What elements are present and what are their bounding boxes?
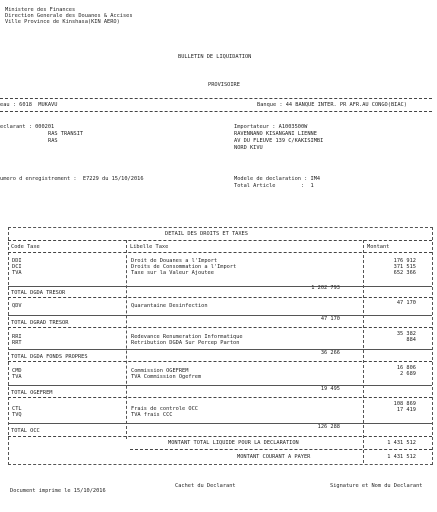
declarant-name: RAS TRANSIT <box>48 131 84 137</box>
separator <box>8 385 432 386</box>
tax-labels: Commission OGEFREM TVA Commission Ogefrem <box>131 368 202 380</box>
group-total-value: 47 170 <box>320 316 340 322</box>
importateur-address: AV DU FLEUVE 139 C/KAKISIMBI <box>234 138 324 144</box>
separator <box>8 349 432 350</box>
separator <box>8 240 432 241</box>
group-total-value: 126 288 <box>317 424 340 430</box>
tax-codes: QDV <box>12 303 22 309</box>
enregistrement-field: umero d enregistrement : E7229 du 15/10/2016 <box>0 176 144 182</box>
direction-line: Direction Generale des Douanes & Accises <box>5 13 133 19</box>
tax-amounts: 16 806 2 689 <box>396 365 416 377</box>
declarant-extra: RAS <box>48 138 58 144</box>
separator <box>8 315 432 316</box>
cachet-label: Cachet du Declarant <box>175 483 236 489</box>
tax-codes: RRI RRT <box>12 334 22 346</box>
separator <box>8 397 432 398</box>
separator <box>8 297 432 298</box>
column-header-libelle: Libelle Taxe <box>130 244 169 250</box>
group-total-value: 36 266 <box>320 350 340 356</box>
tax-codes: CMD TVA <box>12 368 22 380</box>
document-title: BULLETIN DE LIQUIDATION <box>178 54 252 60</box>
total-liquide-label: MONTANT TOTAL LIQUIDE POUR LA DECLARATION <box>168 440 299 446</box>
province-line: Ville Province de Kinshasa(KIN AERO) <box>5 19 120 25</box>
print-date: Document imprime le 15/10/2016 <box>10 488 106 494</box>
tax-labels: Redevance Renumeration Informatique Retribution DGDA Sur Percep Parton <box>131 334 243 346</box>
separator <box>8 252 432 253</box>
separator <box>8 423 432 424</box>
tax-amounts: 108 869 17 419 <box>393 401 416 413</box>
importateur-code: Importateur : A1003500W <box>234 124 308 130</box>
importateur-region: NORD KIVU <box>234 145 263 151</box>
separator <box>8 361 432 362</box>
group-total-label: TOTAL OCC <box>11 428 40 434</box>
separator <box>8 327 432 328</box>
tax-labels: Droit de Douanes a l'Import Droits de Consommation a l'Import Taxe sur la Valeur Ajoutee <box>131 258 237 276</box>
tax-labels: Quarantaine Desinfection <box>131 303 208 309</box>
modele-field: Modele de declaration : IM4 <box>234 176 321 182</box>
total-liquide-value: 1 431 512 <box>387 440 416 446</box>
tax-amounts: 47 170 <box>396 300 416 306</box>
signature-label: Signature et Nom du Declarant <box>330 483 423 489</box>
document-subtitle: PROVISOIRE <box>208 82 240 88</box>
column-divider <box>126 240 127 439</box>
group-total-label: TOTAL DGRAD TRESOR <box>11 320 69 326</box>
separator <box>130 449 432 450</box>
ministry-line: Ministere des Finances <box>5 7 76 13</box>
tax-amounts: 176 912 371 515 652 366 <box>393 258 416 276</box>
banque-field: Banque : 44 BANQUE INTER. PR AFR.AU CONGO(BIAC) <box>257 102 407 108</box>
column-header-code: Code Taxe <box>11 244 40 250</box>
separator <box>0 111 432 112</box>
column-header-montant: Montant <box>367 244 390 250</box>
group-total-label: TOTAL OGEFREM <box>11 390 53 396</box>
tax-amounts: 35 382 884 <box>396 331 416 343</box>
group-total-value: 1 202 793 <box>311 285 340 291</box>
separator <box>8 436 432 437</box>
tax-codes: CTL TVQ <box>12 406 22 418</box>
separator <box>8 286 432 287</box>
group-total-value: 19 495 <box>320 386 340 392</box>
separator <box>0 98 432 99</box>
tax-labels: Frais de controle OCC TVA frais CCC <box>131 406 198 418</box>
total-article-field: Total Article : 1 <box>234 183 314 189</box>
importateur-name: RAVENNANO KISANGANI LIENNE <box>234 131 317 137</box>
bureau-field: eau : 6018 MUKAVU <box>0 102 58 108</box>
montant-payer-label: MONTANT COURANT A PAYER <box>237 454 311 460</box>
tax-codes: DDI DCI TVA <box>12 258 22 276</box>
group-total-label: TOTAL DGDA FONDS PROPRES <box>11 354 88 360</box>
group-total-label: TOTAL DGDA TRESOR <box>11 290 66 296</box>
declarant-code: eclarant : 000201 <box>0 124 55 130</box>
montant-payer-value: 1 431 512 <box>387 454 416 460</box>
detail-title: DETAIL DES DROITS ET TAXES <box>165 231 248 237</box>
